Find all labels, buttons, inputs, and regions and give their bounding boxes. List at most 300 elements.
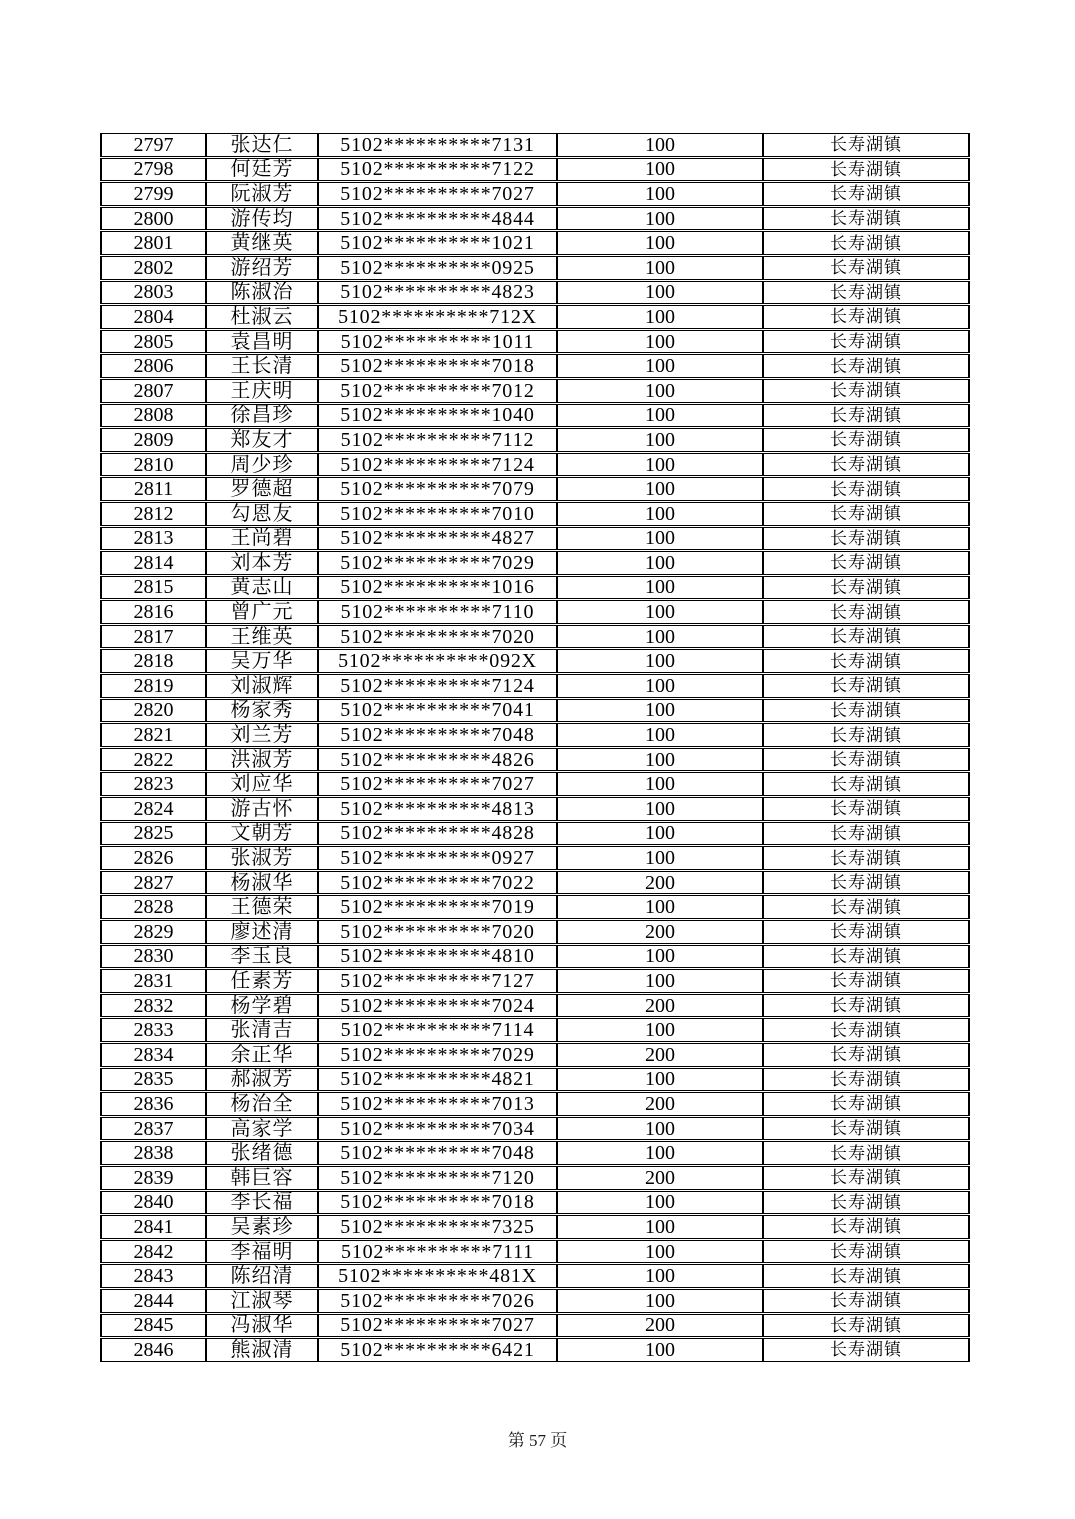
cell-serial-number: 2831	[133, 970, 174, 992]
cell-person-name: 陈淑治	[205, 282, 317, 304]
cell-masked-id-number: 5102**********1011	[317, 331, 556, 353]
cell-person-name: 刘本芳	[205, 552, 317, 574]
cell-person-name: 陈绍清	[205, 1265, 317, 1287]
cell-masked-id-number: 5102**********7022	[317, 872, 556, 894]
cell-masked-id-number: 5102**********4821	[317, 1069, 556, 1091]
cell-masked-id-number: 5102**********7041	[317, 700, 556, 722]
cell-amount: 100	[556, 478, 762, 500]
cell-serial-number: 2827	[133, 871, 174, 894]
cell-serial-number: 2802	[133, 256, 174, 279]
table-row	[100, 477, 970, 501]
cell-person-name: 熊淑清	[205, 1339, 317, 1361]
cell-serial-number: 2832	[133, 994, 174, 1017]
cell-amount: 100	[556, 847, 762, 869]
cell-serial-number: 2826	[133, 847, 174, 869]
cell-amount: 100	[556, 577, 762, 599]
cell-town: 长寿湖镇	[762, 577, 968, 599]
cell-person-name: 周少珍	[205, 454, 317, 476]
cell-amount: 200	[556, 1167, 762, 1189]
cell-person-name: 江淑琴	[205, 1290, 317, 1312]
cell-masked-id-number: 5102**********481X	[317, 1265, 556, 1287]
cell-town: 长寿湖镇	[762, 823, 968, 845]
table-row	[100, 453, 970, 477]
cell-masked-id-number: 5102**********092X	[317, 650, 556, 672]
table-row	[100, 945, 970, 969]
cell-amount: 100	[556, 1142, 762, 1164]
cell-town: 长寿湖镇	[762, 896, 968, 918]
cell-amount: 100	[556, 1069, 762, 1091]
table-row	[100, 182, 970, 206]
cell-town: 长寿湖镇	[762, 478, 968, 500]
cell-amount: 100	[556, 1019, 762, 1041]
roster-table	[100, 133, 970, 1362]
table-row	[100, 1289, 970, 1313]
cell-amount: 100	[556, 823, 762, 845]
cell-serial-number: 2817	[133, 625, 174, 648]
table-row	[100, 1264, 970, 1288]
table-row	[100, 231, 970, 255]
cell-town: 长寿湖镇	[762, 946, 968, 968]
table-row	[100, 404, 970, 428]
cell-amount: 100	[556, 405, 762, 427]
cell-person-name: 王庆明	[205, 380, 317, 402]
table-row	[100, 281, 970, 305]
cell-masked-id-number: 5102**********7024	[317, 995, 556, 1017]
table-row	[100, 576, 970, 600]
cell-person-name: 刘兰芳	[205, 724, 317, 746]
cell-person-name: 何廷芳	[205, 159, 317, 181]
cell-masked-id-number: 5102**********7029	[317, 1044, 556, 1066]
cell-masked-id-number: 5102**********7020	[317, 921, 556, 943]
cell-serial-number: 2823	[133, 773, 174, 796]
cell-person-name: 高家学	[205, 1118, 317, 1140]
cell-town: 长寿湖镇	[762, 995, 968, 1017]
cell-town: 长寿湖镇	[762, 970, 968, 992]
cell-masked-id-number: 5102**********6421	[317, 1339, 556, 1361]
cell-masked-id-number: 5102**********1016	[317, 577, 556, 599]
cell-masked-id-number: 5102**********7018	[317, 355, 556, 377]
cell-masked-id-number: 5102**********7027	[317, 183, 556, 205]
cell-serial-number: 2807	[133, 379, 174, 402]
cell-masked-id-number: 5102**********7124	[317, 454, 556, 476]
cell-amount: 100	[556, 183, 762, 205]
cell-masked-id-number: 5102**********7124	[317, 675, 556, 697]
cell-town: 长寿湖镇	[762, 232, 968, 254]
cell-masked-id-number: 5102**********7120	[317, 1167, 556, 1189]
table-row	[100, 428, 970, 452]
cell-masked-id-number: 5102**********7029	[317, 552, 556, 574]
table-row	[100, 625, 970, 649]
table-row	[100, 1338, 970, 1362]
table-row	[100, 256, 970, 280]
cell-serial-number: 2825	[133, 822, 174, 845]
cell-masked-id-number: 5102**********7131	[317, 134, 556, 156]
cell-person-name: 游绍芳	[205, 257, 317, 279]
cell-town: 长寿湖镇	[762, 159, 968, 181]
cell-serial-number: 2838	[133, 1142, 174, 1164]
cell-serial-number: 2840	[133, 1191, 174, 1214]
cell-town: 长寿湖镇	[762, 355, 968, 377]
cell-amount: 100	[556, 601, 762, 623]
cell-town: 长寿湖镇	[762, 380, 968, 402]
cell-town: 长寿湖镇	[762, 552, 968, 574]
cell-town: 长寿湖镇	[762, 1019, 968, 1041]
cell-serial-number: 2822	[133, 748, 174, 771]
cell-masked-id-number: 5102**********7325	[317, 1216, 556, 1238]
cell-serial-number: 2830	[133, 945, 174, 968]
cell-person-name: 王维英	[205, 626, 317, 648]
cell-amount: 100	[556, 380, 762, 402]
cell-amount: 100	[556, 355, 762, 377]
cell-masked-id-number: 5102**********4828	[317, 823, 556, 845]
cell-town: 长寿湖镇	[762, 1265, 968, 1287]
cell-person-name: 张达仁	[205, 134, 317, 156]
cell-amount: 100	[556, 650, 762, 672]
table-row	[100, 994, 970, 1018]
cell-town: 长寿湖镇	[762, 724, 968, 746]
cell-serial-number: 2819	[133, 675, 174, 697]
cell-town: 长寿湖镇	[762, 528, 968, 550]
cell-town: 长寿湖镇	[762, 1118, 968, 1140]
cell-serial-number: 2836	[133, 1093, 174, 1115]
cell-amount: 100	[556, 1265, 762, 1287]
table-row	[100, 699, 970, 723]
table-row	[100, 822, 970, 846]
table-row	[100, 797, 970, 821]
cell-masked-id-number: 5102**********7034	[317, 1118, 556, 1140]
cell-amount: 100	[556, 429, 762, 451]
cell-masked-id-number: 5102**********4810	[317, 946, 556, 968]
cell-town: 长寿湖镇	[762, 700, 968, 722]
cell-amount: 100	[556, 798, 762, 820]
cell-amount: 100	[556, 208, 762, 230]
cell-person-name: 杨淑华	[205, 872, 317, 894]
cell-masked-id-number: 5102**********7012	[317, 380, 556, 402]
cell-person-name: 王德荣	[205, 896, 317, 918]
cell-masked-id-number: 5102**********7013	[317, 1093, 556, 1115]
cell-masked-id-number: 5102**********0925	[317, 257, 556, 279]
cell-serial-number: 2804	[133, 306, 174, 328]
cell-person-name: 黄继英	[205, 232, 317, 254]
cell-serial-number: 2805	[133, 330, 174, 353]
cell-serial-number: 2800	[133, 207, 174, 230]
cell-masked-id-number: 5102**********7048	[317, 1142, 556, 1164]
cell-amount: 200	[556, 1044, 762, 1066]
table-row	[100, 158, 970, 182]
cell-masked-id-number: 5102**********7010	[317, 503, 556, 525]
table-row	[100, 846, 970, 870]
table-row	[100, 674, 970, 698]
cell-masked-id-number: 5102**********7018	[317, 1192, 556, 1214]
cell-town: 长寿湖镇	[762, 872, 968, 894]
cell-person-name: 吴素珍	[205, 1216, 317, 1238]
cell-person-name: 李玉良	[205, 946, 317, 968]
cell-town: 长寿湖镇	[762, 405, 968, 427]
cell-masked-id-number: 5102**********4826	[317, 749, 556, 771]
cell-masked-id-number: 5102**********1021	[317, 232, 556, 254]
cell-masked-id-number: 5102**********7079	[317, 478, 556, 500]
cell-masked-id-number: 5102**********7026	[317, 1290, 556, 1312]
table-row	[100, 354, 970, 378]
cell-serial-number: 2820	[133, 699, 174, 722]
cell-serial-number: 2841	[133, 1216, 174, 1238]
cell-town: 长寿湖镇	[762, 675, 968, 697]
cell-person-name: 杜淑云	[205, 306, 317, 328]
cell-town: 长寿湖镇	[762, 208, 968, 230]
cell-serial-number: 2828	[133, 896, 174, 918]
cell-amount: 100	[556, 306, 762, 328]
cell-amount: 200	[556, 872, 762, 894]
cell-town: 长寿湖镇	[762, 306, 968, 328]
cell-masked-id-number: 5102**********4827	[317, 528, 556, 550]
cell-person-name: 文朝芳	[205, 823, 317, 845]
cell-person-name: 刘应华	[205, 773, 317, 795]
cell-person-name: 廖述清	[205, 921, 317, 943]
cell-serial-number: 2814	[133, 552, 174, 574]
cell-serial-number: 2813	[133, 527, 174, 550]
table-row	[100, 600, 970, 624]
cell-serial-number: 2803	[133, 281, 174, 304]
cell-masked-id-number: 5102**********4844	[317, 208, 556, 230]
cell-masked-id-number: 5102**********1040	[317, 405, 556, 427]
cell-person-name: 冯淑华	[205, 1315, 317, 1337]
cell-serial-number: 2806	[133, 355, 174, 377]
cell-amount: 100	[556, 331, 762, 353]
cell-town: 长寿湖镇	[762, 921, 968, 943]
cell-town: 长寿湖镇	[762, 601, 968, 623]
cell-amount: 100	[556, 1192, 762, 1214]
table-row	[100, 330, 970, 354]
cell-person-name: 黄志山	[205, 577, 317, 599]
table-row	[100, 1043, 970, 1067]
cell-masked-id-number: 5102**********7110	[317, 601, 556, 623]
cell-town: 长寿湖镇	[762, 257, 968, 279]
cell-person-name: 任素芳	[205, 970, 317, 992]
cell-person-name: 游古怀	[205, 798, 317, 820]
cell-person-name: 洪淑芳	[205, 749, 317, 771]
cell-person-name: 张绪德	[205, 1142, 317, 1164]
cell-serial-number: 2809	[133, 429, 174, 451]
cell-serial-number: 2837	[133, 1117, 174, 1140]
cell-masked-id-number: 5102**********7019	[317, 896, 556, 918]
cell-amount: 100	[556, 454, 762, 476]
cell-town: 长寿湖镇	[762, 1216, 968, 1238]
cell-amount: 100	[556, 552, 762, 574]
cell-serial-number: 2818	[133, 650, 174, 673]
cell-person-name: 杨学碧	[205, 995, 317, 1017]
table-row	[100, 502, 970, 526]
cell-town: 长寿湖镇	[762, 1192, 968, 1214]
table-row	[100, 1068, 970, 1092]
cell-person-name: 郑友才	[205, 429, 317, 451]
cell-amount: 100	[556, 773, 762, 795]
cell-person-name: 吴万华	[205, 650, 317, 672]
cell-serial-number: 2839	[133, 1166, 174, 1189]
cell-town: 长寿湖镇	[762, 1241, 968, 1263]
table-row	[100, 133, 970, 157]
table-row	[100, 1018, 970, 1042]
cell-masked-id-number: 5102**********7112	[317, 429, 556, 451]
cell-masked-id-number: 5102**********4823	[317, 282, 556, 304]
page-footer	[0, 1426, 1075, 1451]
cell-amount: 100	[556, 1216, 762, 1238]
cell-town: 长寿湖镇	[762, 798, 968, 820]
cell-person-name: 李福明	[205, 1241, 317, 1263]
cell-town: 长寿湖镇	[762, 282, 968, 304]
cell-amount: 100	[556, 257, 762, 279]
cell-person-name: 游传均	[205, 208, 317, 230]
cell-masked-id-number: 5102**********0927	[317, 847, 556, 869]
cell-serial-number: 2816	[133, 601, 174, 623]
cell-person-name: 韩巨容	[205, 1167, 317, 1189]
cell-person-name: 李长福	[205, 1192, 317, 1214]
table-row	[100, 1215, 970, 1239]
cell-amount: 100	[556, 970, 762, 992]
cell-amount: 100	[556, 896, 762, 918]
table-row	[100, 723, 970, 747]
cell-town: 长寿湖镇	[762, 1167, 968, 1189]
cell-serial-number: 2811	[133, 478, 174, 500]
cell-masked-id-number: 5102**********7122	[317, 159, 556, 181]
cell-person-name: 罗德超	[205, 478, 317, 500]
table-row	[100, 1117, 970, 1141]
cell-person-name: 郝淑芳	[205, 1069, 317, 1091]
cell-serial-number: 2812	[133, 502, 174, 525]
cell-town: 长寿湖镇	[762, 134, 968, 156]
cell-town: 长寿湖镇	[762, 1142, 968, 1164]
cell-amount: 100	[556, 503, 762, 525]
cell-masked-id-number: 5102**********7048	[317, 724, 556, 746]
table-row	[100, 895, 970, 919]
cell-masked-id-number: 5102**********7027	[317, 1315, 556, 1337]
cell-person-name: 杨家秀	[205, 700, 317, 722]
cell-town: 长寿湖镇	[762, 1339, 968, 1361]
cell-person-name: 王长清	[205, 355, 317, 377]
cell-person-name: 勾恩友	[205, 503, 317, 525]
table-row	[100, 1240, 970, 1264]
cell-amount: 100	[556, 1339, 762, 1361]
cell-town: 长寿湖镇	[762, 503, 968, 525]
table-row	[100, 1314, 970, 1338]
cell-masked-id-number: 5102**********7127	[317, 970, 556, 992]
cell-masked-id-number: 5102**********7111	[317, 1241, 556, 1263]
cell-masked-id-number: 5102**********7027	[317, 773, 556, 795]
cell-serial-number: 2808	[133, 404, 174, 427]
cell-amount: 100	[556, 232, 762, 254]
cell-amount: 100	[556, 1290, 762, 1312]
table-row	[100, 748, 970, 772]
cell-amount: 100	[556, 159, 762, 181]
page-number-label: 第 57 页	[507, 1431, 568, 1450]
cell-serial-number: 2798	[133, 158, 174, 181]
cell-serial-number: 2829	[133, 921, 174, 943]
cell-person-name: 阮淑芳	[205, 183, 317, 205]
cell-masked-id-number: 5102**********7020	[317, 626, 556, 648]
cell-amount: 100	[556, 626, 762, 648]
cell-town: 长寿湖镇	[762, 1069, 968, 1091]
cell-serial-number: 2833	[133, 1019, 174, 1041]
table-row	[100, 305, 970, 329]
cell-serial-number: 2799	[133, 183, 174, 205]
table-row	[100, 379, 970, 403]
table-row	[100, 207, 970, 231]
cell-town: 长寿湖镇	[762, 1093, 968, 1115]
cell-amount: 100	[556, 1118, 762, 1140]
cell-serial-number: 2815	[133, 576, 174, 599]
cell-masked-id-number: 5102**********712X	[317, 306, 556, 328]
cell-serial-number: 2824	[133, 798, 174, 820]
table-row	[100, 1166, 970, 1190]
cell-amount: 200	[556, 1093, 762, 1115]
cell-person-name: 王尚碧	[205, 528, 317, 550]
table-row	[100, 920, 970, 944]
cell-person-name: 曾广元	[205, 601, 317, 623]
cell-town: 长寿湖镇	[762, 454, 968, 476]
cell-amount: 100	[556, 1241, 762, 1263]
table-row	[100, 1092, 970, 1116]
table-row	[100, 551, 970, 575]
cell-person-name: 余正华	[205, 1044, 317, 1066]
cell-town: 长寿湖镇	[762, 749, 968, 771]
table-row	[100, 527, 970, 551]
cell-town: 长寿湖镇	[762, 1044, 968, 1066]
cell-amount: 200	[556, 995, 762, 1017]
cell-amount: 100	[556, 528, 762, 550]
cell-town: 长寿湖镇	[762, 626, 968, 648]
cell-serial-number: 2842	[133, 1240, 174, 1263]
cell-serial-number: 2835	[133, 1068, 174, 1091]
cell-amount: 100	[556, 134, 762, 156]
table-row	[100, 871, 970, 895]
cell-person-name: 张淑芳	[205, 847, 317, 869]
table-row	[100, 1141, 970, 1165]
cell-town: 长寿湖镇	[762, 183, 968, 205]
cell-serial-number: 2797	[133, 134, 174, 156]
cell-amount: 100	[556, 749, 762, 771]
cell-person-name: 徐昌珍	[205, 405, 317, 427]
cell-town: 长寿湖镇	[762, 1315, 968, 1337]
cell-serial-number: 2801	[133, 232, 174, 254]
cell-town: 长寿湖镇	[762, 331, 968, 353]
cell-town: 长寿湖镇	[762, 773, 968, 795]
cell-amount: 100	[556, 282, 762, 304]
cell-serial-number: 2843	[133, 1265, 174, 1287]
cell-serial-number: 2810	[133, 453, 174, 476]
cell-person-name: 张清吉	[205, 1019, 317, 1041]
cell-amount: 100	[556, 724, 762, 746]
cell-town: 长寿湖镇	[762, 429, 968, 451]
cell-amount: 100	[556, 700, 762, 722]
cell-person-name: 刘淑辉	[205, 675, 317, 697]
cell-amount: 200	[556, 921, 762, 943]
cell-serial-number: 2821	[133, 724, 174, 746]
cell-amount: 100	[556, 946, 762, 968]
table-row	[100, 1191, 970, 1215]
cell-town: 长寿湖镇	[762, 650, 968, 672]
cell-serial-number: 2846	[133, 1339, 174, 1361]
cell-amount: 200	[556, 1315, 762, 1337]
cell-amount: 100	[556, 675, 762, 697]
cell-serial-number: 2844	[133, 1289, 174, 1312]
cell-serial-number: 2834	[133, 1043, 174, 1066]
cell-masked-id-number: 5102**********7114	[317, 1019, 556, 1041]
cell-town: 长寿湖镇	[762, 847, 968, 869]
cell-town: 长寿湖镇	[762, 1290, 968, 1312]
cell-person-name: 杨治全	[205, 1093, 317, 1115]
table-row	[100, 969, 970, 993]
cell-person-name: 袁昌明	[205, 331, 317, 353]
cell-serial-number: 2845	[133, 1314, 174, 1337]
